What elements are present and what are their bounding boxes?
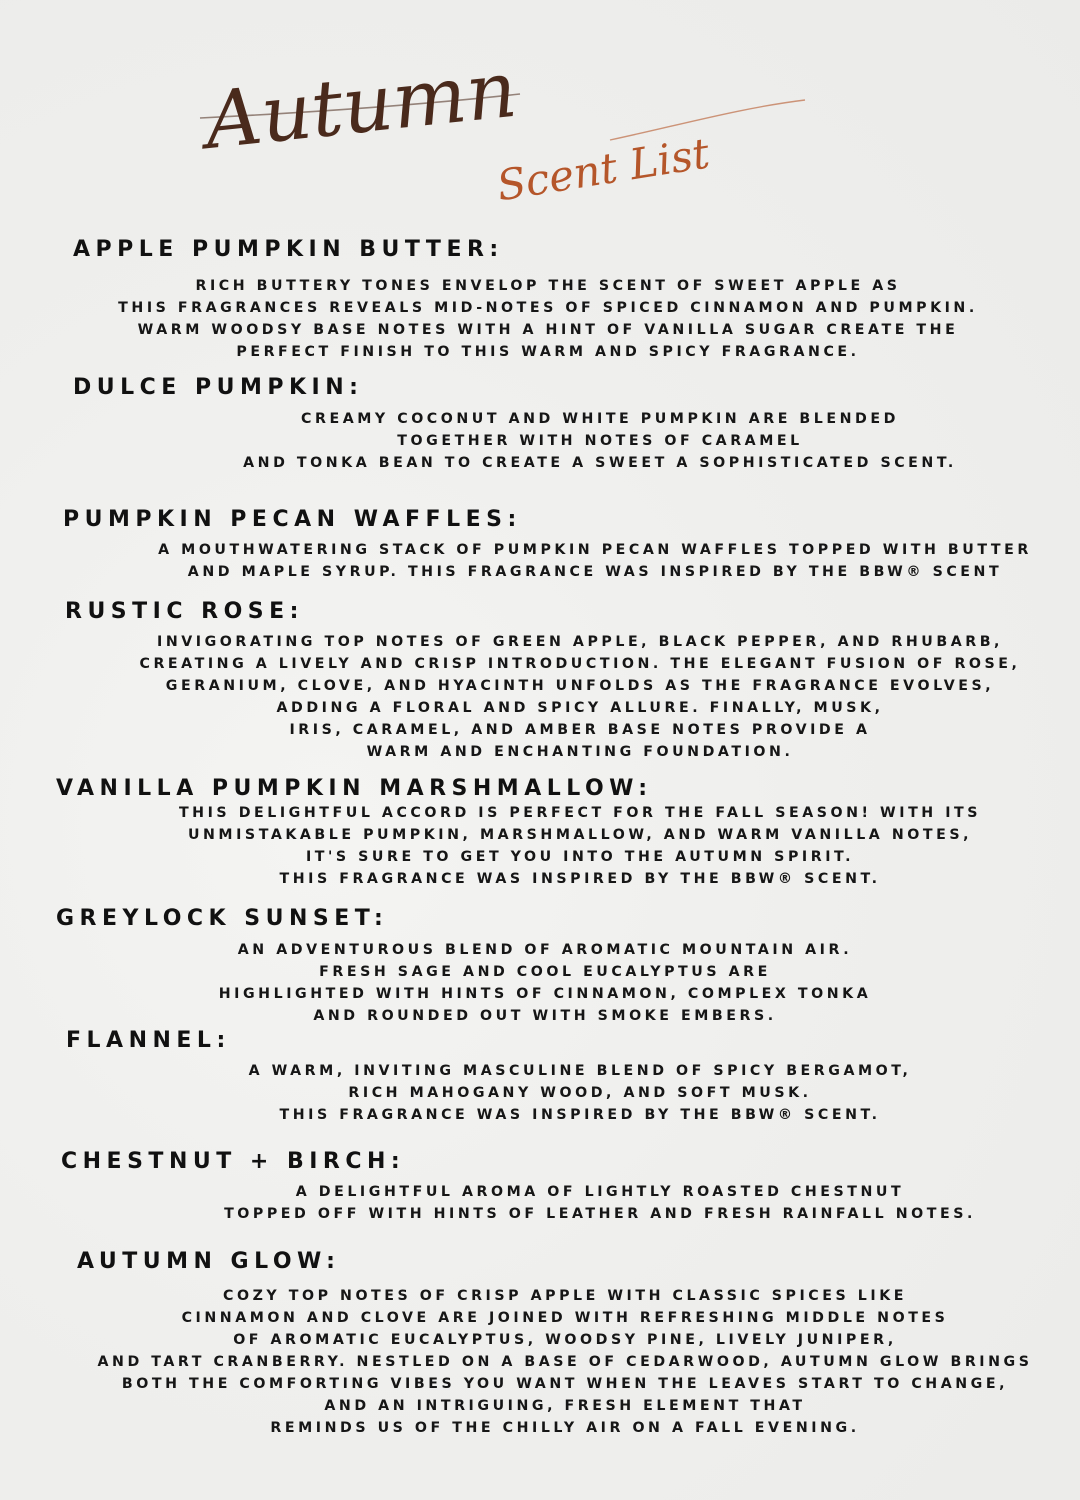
description-line: RICH MAHOGANY WOOD, AND SOFT MUSK.: [348, 1085, 812, 1101]
description-line: WARM AND ENCHANTING FOUNDATION.: [366, 744, 794, 760]
scent-heading-dulce-pumpkin: DULCE PUMPKIN:: [73, 375, 364, 400]
description-line: AND TONKA BEAN TO CREATE A SWEET A SOPHISTICATED SCENT.: [243, 455, 957, 471]
description-line: INVIGORATING TOP NOTES OF GREEN APPLE, BLACK PEPPER, AND RHUBARB,: [157, 634, 1003, 650]
description-line: AN ADVENTUROUS BLEND OF AROMATIC MOUNTAIN AIR.: [237, 942, 853, 958]
description-line: A MOUTHWATERING STACK OF PUMPKIN PECAN WAFFLES TOPPED WITH BUTTER: [158, 542, 1032, 558]
scent-heading-chestnut-birch: CHESTNUT + BIRCH:: [61, 1149, 406, 1174]
description-line: THIS FRAGRANCE WAS INSPIRED BY THE BBW® SCENT.: [279, 871, 881, 887]
description-line: RICH BUTTERY TONES ENVELOP THE SCENT OF SWEET APPLE AS: [195, 278, 901, 294]
description-line: CREAMY COCONUT AND WHITE PUMPKIN ARE BLENDED: [301, 411, 899, 427]
scent-description-chestnut-birch: [160, 1181, 1040, 1225]
scent-description-flannel: [180, 1060, 980, 1126]
description-line: IRIS, CARAMEL, AND AMBER BASE NOTES PROVIDE A: [289, 722, 871, 738]
description-line: THIS DELIGHTFUL ACCORD IS PERFECT FOR THE FALL SEASON! WITH ITS: [178, 805, 982, 821]
description-line: CREATING A LIVELY AND CRISP INTRODUCTION. THE ELEGANT FUSION OF ROSE,: [139, 656, 1021, 672]
scent-heading-pumpkin-pecan-waffles: PUMPKIN PECAN WAFFLES:: [63, 507, 522, 532]
description-line: GERANIUM, CLOVE, AND HYACINTH UNFOLDS AS THE FRAGRANCE EVOLVES,: [165, 678, 995, 694]
scent-description-apple-pumpkin-butter: [88, 275, 1008, 363]
title-header: [0, 0, 1080, 210]
description-line: OF AROMATIC EUCALYPTUS, WOODSY PINE, LIVELY JUNIPER,: [233, 1332, 897, 1348]
scent-description-dulce-pumpkin: [190, 408, 1010, 474]
description-line: FRESH SAGE AND COOL EUCALYPTUS ARE: [319, 964, 771, 980]
description-line: WARM WOODSY BASE NOTES WITH A HINT OF VANILLA SUGAR CREATE THE: [137, 322, 959, 338]
description-line: AND ROUNDED OUT WITH SMOKE EMBERS.: [313, 1008, 777, 1024]
description-line: AND TART CRANBERRY. NESTLED ON A BASE OF CEDARWOOD, AUTUMN GLOW BRINGS: [97, 1354, 1033, 1370]
description-line: AND MAPLE SYRUP. THIS FRAGRANCE WAS INSPIRED BY THE BBW® SCENT: [187, 564, 1003, 580]
description-line: TOGETHER WITH NOTES OF CARAMEL: [397, 433, 803, 449]
scent-description-rustic-rose: [100, 631, 1060, 763]
scent-heading-greylock-sunset: GREYLOCK SUNSET:: [56, 906, 389, 931]
scent-heading-vanilla-pumpkin-marshmallow: VANILLA PUMPKIN MARSHMALLOW:: [56, 776, 653, 801]
description-line: BOTH THE COMFORTING VIBES YOU WANT WHEN THE LEAVES START TO CHANGE,: [121, 1376, 1009, 1392]
title-lettering: [0, 0, 1080, 210]
scent-description-autumn-glow: [60, 1285, 1070, 1439]
description-line: THIS FRAGRANCES REVEALS MID-NOTES OF SPICED CINNAMON AND PUMPKIN.: [118, 300, 978, 316]
scent-heading-flannel: FLANNEL:: [66, 1028, 231, 1053]
scent-heading-autumn-glow: AUTUMN GLOW:: [77, 1249, 341, 1274]
description-line: ADDING A FLORAL AND SPICY ALLURE. FINALLY, MUSK,: [276, 700, 884, 716]
description-line: AND AN INTRIGUING, FRESH ELEMENT THAT: [324, 1398, 806, 1414]
scent-description-vanilla-pumpkin-marshmallow: [150, 802, 1010, 890]
description-line: A DELIGHTFUL AROMA OF LIGHTLY ROASTED CHESTNUT: [295, 1184, 905, 1200]
description-line: COZY TOP NOTES OF CRISP APPLE WITH CLASSIC SPICES LIKE: [223, 1288, 907, 1304]
description-line: IT'S SURE TO GET YOU INTO THE AUTUMN SPIRIT.: [305, 849, 855, 865]
description-line: THIS FRAGRANCE WAS INSPIRED BY THE BBW® SCENT.: [279, 1107, 881, 1123]
subtitle-flourish: [610, 100, 805, 140]
description-line: CINNAMON AND CLOVE ARE JOINED WITH REFRESHING MIDDLE NOTES: [181, 1310, 949, 1326]
title-main: Autumn: [200, 44, 521, 167]
description-line: HIGHLIGHTED WITH HINTS OF CINNAMON, COMPLEX TONKA: [218, 986, 872, 1002]
scent-heading-apple-pumpkin-butter: APPLE PUMPKIN BUTTER:: [73, 237, 504, 262]
title-sub: Scent List: [493, 128, 713, 210]
description-line: UNMISTAKABLE PUMPKIN, MARSHMALLOW, AND WARM VANILLA NOTES,: [187, 827, 973, 843]
description-line: TOPPED OFF WITH HINTS OF LEATHER AND FRESH RAINFALL NOTES.: [224, 1206, 976, 1222]
description-line: A WARM, INVITING MASCULINE BLEND OF SPICY BERGAMOT,: [248, 1063, 912, 1079]
scent-description-pumpkin-pecan-waffles: [125, 539, 1065, 583]
description-line: PERFECT FINISH TO THIS WARM AND SPICY FRAGRANCE.: [236, 344, 860, 360]
scent-description-greylock-sunset: [140, 939, 950, 1027]
scent-heading-rustic-rose: RUSTIC ROSE:: [65, 599, 304, 624]
description-line: REMINDS US OF THE CHILLY AIR ON A FALL EVENING.: [270, 1420, 860, 1436]
